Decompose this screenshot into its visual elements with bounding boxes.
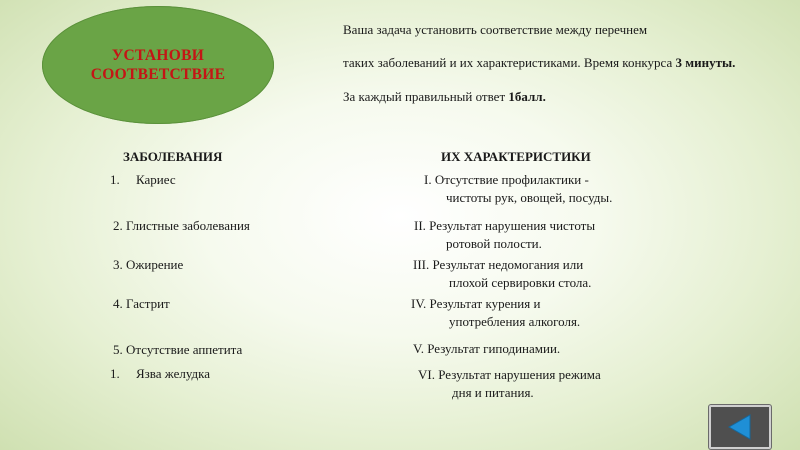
characteristic-line1: II. Результат нарушения чистоты <box>414 218 596 233</box>
task-time: 3 минуты. <box>675 55 736 70</box>
disease-label: Кариес <box>136 172 176 187</box>
badge-title-line1: УСТАНОВИ <box>111 47 205 64</box>
disease-item <box>110 172 176 188</box>
characteristic-line1: I. Отсутствие профилактики - <box>424 172 589 187</box>
characteristic-item <box>413 256 591 292</box>
disease-number: 1. <box>110 172 120 187</box>
characteristics-header: ИХ ХАРАКТЕРИСТИКИ <box>441 149 591 164</box>
characteristic-line1: III. Результат недомогания или <box>413 257 584 272</box>
disease-number: 4. <box>113 296 123 311</box>
disease-item <box>113 218 250 234</box>
disease-number: 2. <box>113 218 123 233</box>
characteristic-line2: употребления алкоголя. <box>449 314 581 329</box>
diseases-header: ЗАБОЛЕВАНИЯ <box>123 149 223 164</box>
characteristic-item <box>418 366 601 402</box>
task-line-2-text: таких заболеваний и их характеристиками. Время конкурса <box>343 55 676 70</box>
characteristic-item <box>411 295 580 331</box>
characteristic-line2: ротовой полости. <box>446 236 542 251</box>
disease-label: Язва желудка <box>136 366 211 381</box>
disease-item <box>113 257 183 273</box>
characteristic-line1: VI. Результат нарушения режима <box>418 367 601 382</box>
badge-title <box>78 46 238 84</box>
characteristic-item <box>414 217 595 253</box>
task-line-3-text: За каждый правильный ответ <box>343 89 509 104</box>
disease-item <box>113 342 242 358</box>
task-line-2 <box>343 55 735 71</box>
badge-title-line2: СООТВЕТСТВИЕ <box>90 66 226 83</box>
disease-number: 1. <box>110 366 120 381</box>
disease-label: Гастрит <box>126 296 170 311</box>
disease-label: Ожирение <box>126 257 184 272</box>
task-points: 1балл. <box>508 89 546 104</box>
disease-label: Глистные заболевания <box>126 218 250 233</box>
disease-item <box>113 296 170 312</box>
title-badge <box>42 6 274 124</box>
characteristic-item <box>413 340 560 358</box>
characteristic-line1: V. Результат гиподинамии. <box>413 341 561 356</box>
characteristic-line2: чистоты рук, овощей, посуды. <box>446 190 613 205</box>
disease-item <box>110 366 210 382</box>
disease-number: 3. <box>113 257 123 272</box>
task-line-3 <box>343 89 546 105</box>
back-arrow-icon <box>725 413 755 441</box>
characteristic-line2: плохой сервировки стола. <box>449 275 592 290</box>
task-line-1: Ваша задача установить соответствие между перечнем <box>343 22 648 37</box>
characteristic-line2: дня и питания. <box>452 385 534 400</box>
back-button[interactable] <box>709 405 771 449</box>
characteristic-item <box>424 171 612 207</box>
disease-label: Отсутствие аппетита <box>126 342 243 357</box>
disease-number: 5. <box>113 342 123 357</box>
characteristic-line1: IV. Результат курения и <box>411 296 541 311</box>
